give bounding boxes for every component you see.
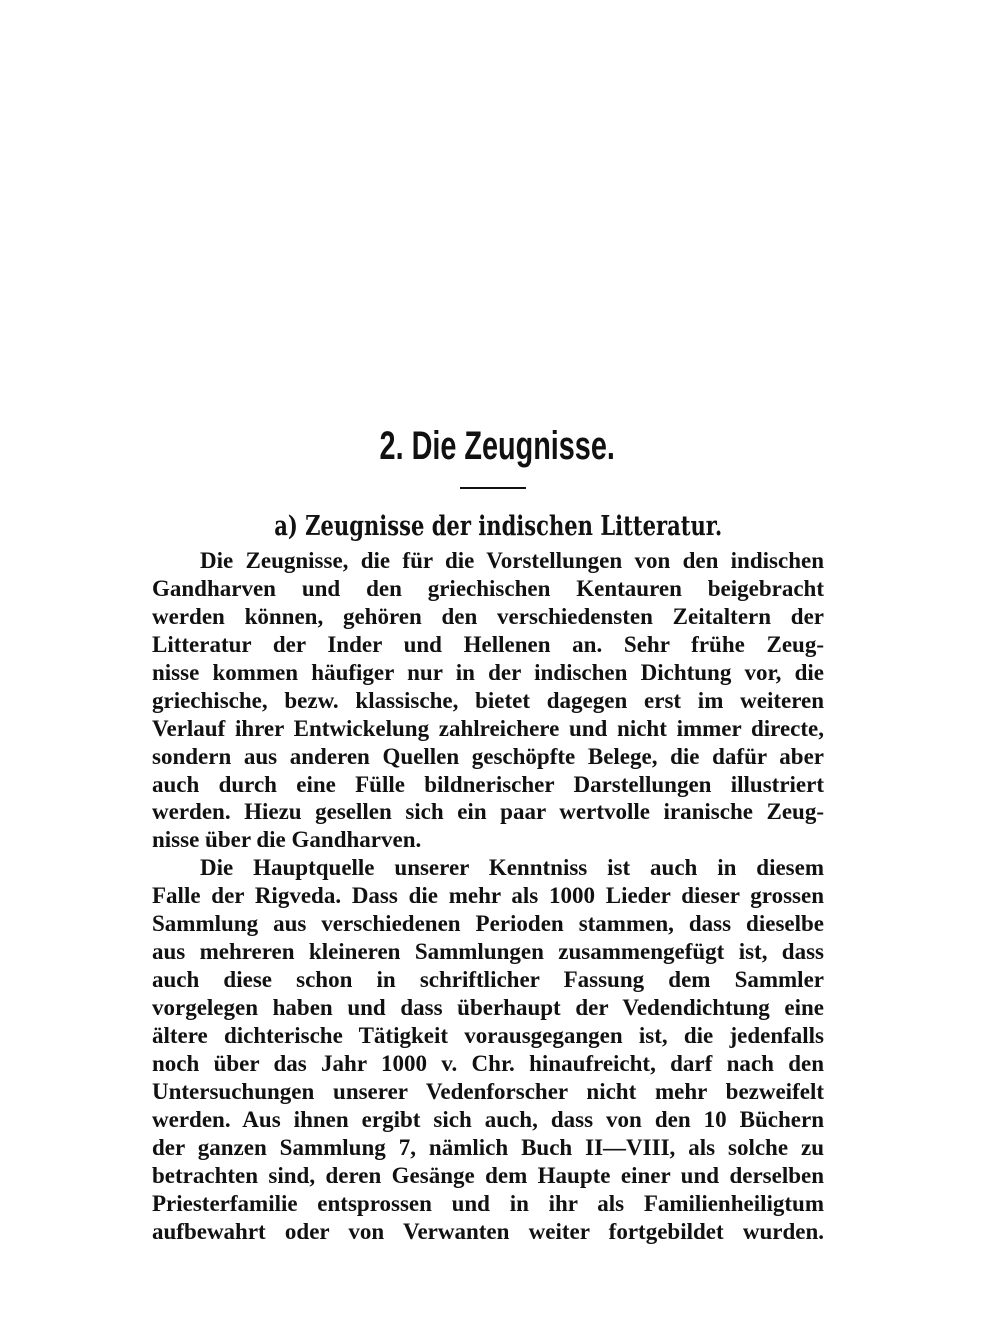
text-line: ältere dichterische Tätigkeit vorausgegangen ist, die jedenfalls <box>152 1022 824 1048</box>
text-line: Falle der Rigveda. Dass die mehr als 1000 Lieder dieser grossen <box>152 883 824 909</box>
section-title: a) Zeugnisse der indischen Litteratur. <box>274 511 723 542</box>
text-line: nisse über die Gandharven. <box>152 827 422 853</box>
text-line: nisse kommen häufiger nur in der indischen Dichtung vor, die <box>152 659 824 685</box>
text-line: auch diese schon in schriftlicher Fassung dem Sammler <box>152 967 824 993</box>
text-line: Sammlung aus verschiedenen Perioden stammen, dass dieselbe <box>152 911 824 937</box>
text-line: vorgelegen haben und dass überhaupt der Vedendichtung eine <box>152 995 824 1020</box>
text-line: werden. Aus ihnen ergibt sich auch, dass von den 10 Büchern <box>152 1106 824 1132</box>
text-line: betrachten sind, deren Gesänge dem Haupte einer und derselben <box>152 1162 824 1188</box>
text-line: aus mehreren kleineren Sammlungen zusammengefügt ist, dass <box>152 939 824 965</box>
text-line: aufbewahrt oder von Verwanten weiter fortgebildet wurden. <box>152 1218 824 1244</box>
text-line: Verlauf ihrer Entwickelung zahlreichere und nicht immer directe, <box>152 715 824 741</box>
text-line: noch über das Jahr 1000 v. Chr. hinaufreicht, darf nach den <box>152 1050 824 1076</box>
text-line: werden können, gehören den verschiedensten Zeitaltern der <box>152 603 824 629</box>
text-line: auch durch eine Fülle bildnerischer Darstellungen illustriert <box>152 771 824 797</box>
text-line: Die Zeugnisse, die für die Vorstellungen von den indischen <box>200 548 824 573</box>
text-line: sondern aus anderen Quellen geschöpfte Belege, die dafür aber <box>152 743 824 769</box>
text-line: Gandharven und den griechischen Kentauren beigebracht <box>152 575 824 601</box>
text-line: werden. Hiezu gesellen sich ein paar wertvolle iranische Zeug- <box>152 799 824 825</box>
text-line: Untersuchungen unserer Vedenforscher nicht mehr bezweifelt <box>152 1078 824 1104</box>
text-line: Litteratur der Inder und Hellenen an. Sehr frühe Zeug- <box>152 631 824 657</box>
chapter-title: 2. Die Zeugnisse. <box>379 424 615 468</box>
text-line: Die Hauptquelle unserer Kenntniss ist auch in diesem <box>200 855 824 881</box>
paragraph <box>152 547 824 854</box>
body-text <box>152 547 824 1245</box>
text-line: Priesterfamilie entsprossen und in ihr als Familienheiligtum <box>152 1190 824 1216</box>
paragraph <box>152 854 824 1245</box>
title-rule <box>460 487 526 489</box>
text-line: der ganzen Sammlung 7, nämlich Buch II—VIII, als solche zu <box>152 1134 824 1160</box>
text-line: griechische, bezw. klassische, bietet dagegen erst im weiteren <box>152 687 824 713</box>
